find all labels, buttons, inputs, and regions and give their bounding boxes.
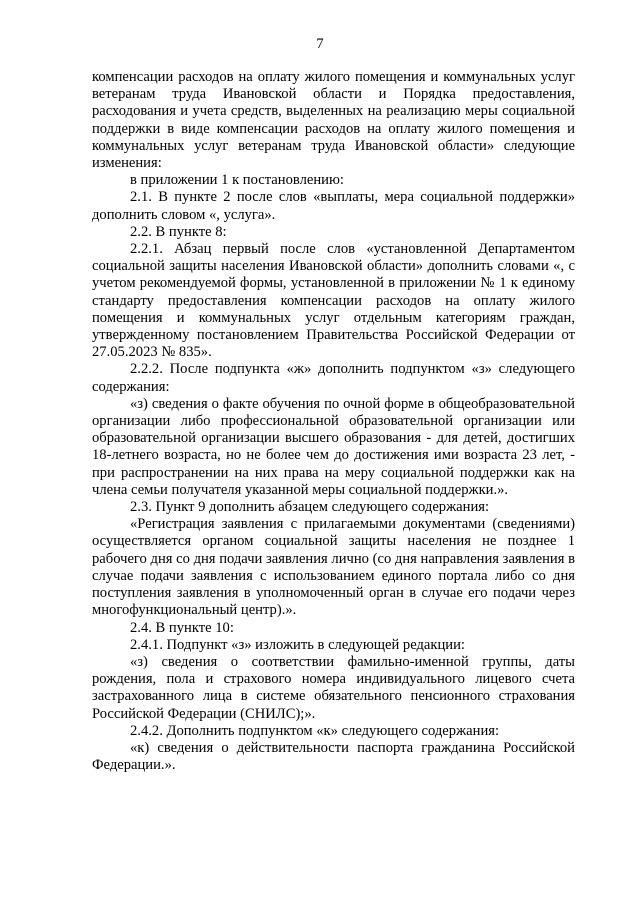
paragraph: компенсации расходов на оплату жилого помещения и коммунальных услуг ветеранам труда Ивановской области и Порядка предоставления, расходования и учета средств, выделенных на реализацию меры социальной поддержки в виде компенсации расходов на оплату жилого помещения и коммунальных услуг ветеранам труда Ивановской области» следующие изменения: [92,69,575,172]
paragraph: 2.4.1. Подпункт «з» изложить в следующей редакции: [130,636,465,653]
paragraph: в приложении 1 к постановлению: [130,172,344,189]
paragraph: 2.4. В пункте 10: [130,619,234,636]
document-body [92,69,575,774]
paragraph: 2.2.2. После подпункта «ж» дополнить подпунктом «з» следующего содержания: [92,361,575,395]
paragraph: 2.2.1. Абзац первый после слов «установленной Департаментом социальной защиты населения Ивановской области» дополнить словами «, с учетом рекомендуемой формы, установленной в приложении № 1 к единому стандарту предоставления компенсации расходов на оплату жилого помещения и коммунальных услуг отдельным категориям граждан, утвержденному постановлением Правительства Российской Федерации от 27.05.2023 № 835». [92,241,575,361]
paragraph: 2.4.2. Дополнить подпунктом «к» следующего содержания: [130,722,500,739]
paragraph: 2.2. В пункте 8: [130,223,227,240]
paragraph: «Регистрация заявления с прилагаемыми документами (сведениями) осуществляется органом социальной защиты населения не позднее 1 рабочего дня со дня подачи заявления лично (со дня направления заявления в случае подачи заявления с использованием единого портала либо со дня поступления заявления в уполномоченный орган в случае его подачи через многофункциональный центр).». [92,516,575,619]
paragraph: 2.1. В пункте 2 после слов «выплаты, мера социальной поддержки» дополнить словом «, услуга». [92,189,575,223]
page-number: 7 [316,36,324,52]
paragraph: «з) сведения о факте обучения по очной форме в общеобразовательной организации либо профессиональной образовательной организации или образовательной организации высшего образования - для детей, достигших 18-летнего возраста, но не более чем до достижения ими возраста 23 лет, - при распространении на них права на меру социальной поддержки как на члена семьи получателя указанной меры социальной поддержки.». [92,395,575,498]
paragraph: «к) сведения о действительности паспорта гражданина Российской Федерации.». [92,739,575,774]
paragraph: 2.3. Пункт 9 дополнить абзацем следующего содержания: [130,499,490,516]
paragraph: «з) сведения о соответствии фамильно-именной группы, даты рождения, пола и страхового номера индивидуального лицевого счета застрахованного лица в системе обязательного пенсионного страхования Российской Федерации (СНИЛС);». [92,653,575,722]
